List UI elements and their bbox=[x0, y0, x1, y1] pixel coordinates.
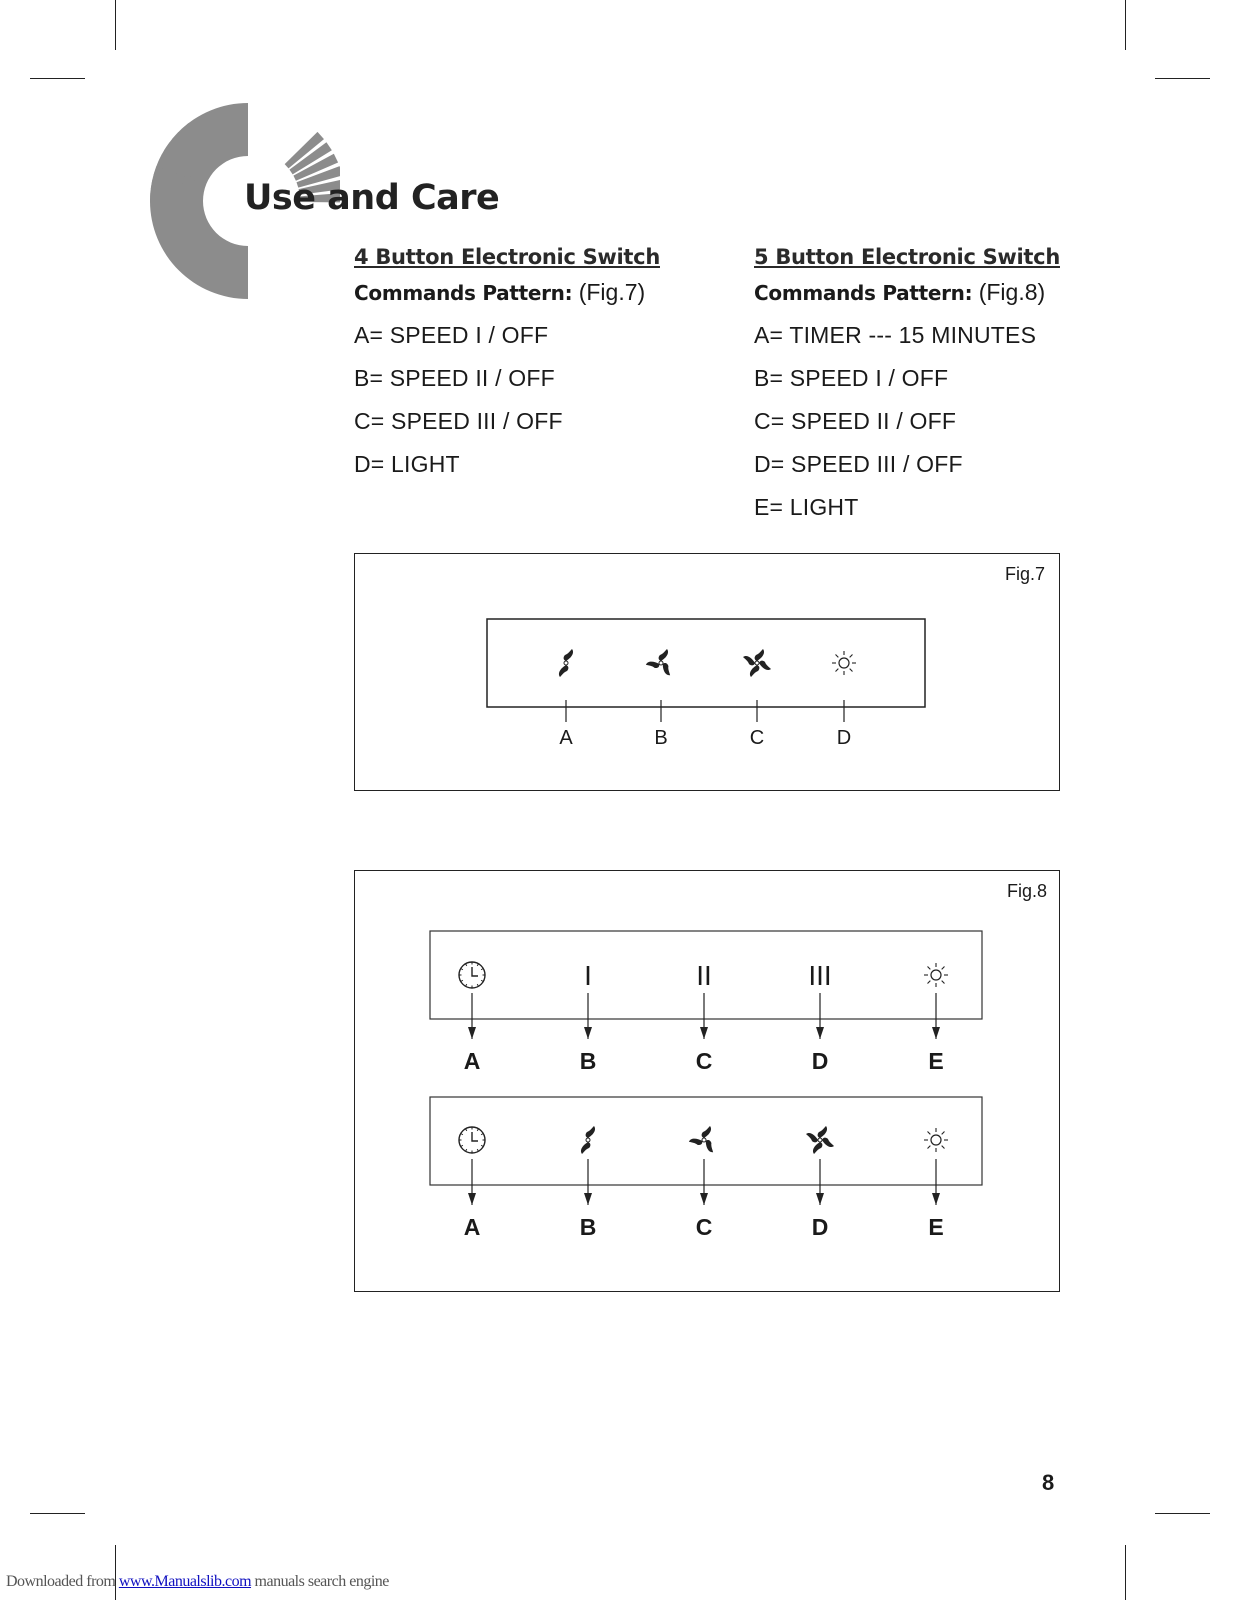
diagram-letter: D bbox=[811, 1048, 829, 1074]
column-heading: 4 Button Electronic Switch bbox=[354, 245, 660, 269]
figure-label: Fig.8 bbox=[1006, 881, 1047, 901]
command-item: A= TIMER --- 15 MINUTES bbox=[754, 322, 1037, 348]
footer-link[interactable]: www.Manualslib.com bbox=[118, 1573, 252, 1590]
arrowhead bbox=[932, 1193, 940, 1205]
fan-speed-2-icon bbox=[645, 649, 674, 676]
crop-mark bbox=[30, 1513, 85, 1514]
commands-pattern bbox=[754, 279, 1134, 306]
fan-speed-3-icon bbox=[743, 649, 771, 677]
command-item: C= SPEED II / OFF bbox=[754, 408, 957, 434]
command-item: E= LIGHT bbox=[754, 494, 859, 520]
diagram-letter: E bbox=[928, 1214, 944, 1240]
light-icon bbox=[924, 1128, 948, 1152]
footer bbox=[6, 1573, 389, 1591]
crop-mark bbox=[30, 78, 85, 79]
arrowhead bbox=[468, 1193, 476, 1205]
command-item: A= SPEED I / OFF bbox=[354, 322, 549, 348]
crop-mark bbox=[1125, 0, 1126, 50]
diagram-letter: D bbox=[836, 727, 852, 749]
fan-speed-3-icon bbox=[806, 1126, 834, 1154]
crop-mark bbox=[1155, 78, 1210, 79]
crop-mark bbox=[1125, 1545, 1126, 1600]
diagram-letter: A bbox=[463, 1048, 481, 1074]
arrowhead bbox=[700, 1027, 708, 1039]
figure-ref: (Fig.8) bbox=[978, 279, 1046, 305]
speed-symbol: II bbox=[696, 960, 712, 991]
page-title: Use and Care bbox=[244, 178, 500, 218]
arrowhead bbox=[584, 1027, 592, 1039]
crop-mark bbox=[115, 0, 116, 50]
light-icon bbox=[832, 651, 856, 675]
fan-speed-1-icon bbox=[559, 649, 573, 677]
footer-suffix: manuals search engine bbox=[251, 1573, 389, 1590]
commands-pattern bbox=[354, 279, 734, 306]
right-column bbox=[754, 245, 1134, 521]
arrowhead bbox=[816, 1193, 824, 1205]
figure-7 bbox=[354, 553, 1060, 791]
diagram-letter: B bbox=[579, 1048, 597, 1074]
figure-8 bbox=[354, 870, 1060, 1292]
commands-label: Commands Pattern: bbox=[754, 281, 973, 305]
speed-symbol: III bbox=[808, 960, 832, 991]
fig7-diagram bbox=[355, 554, 1058, 789]
light-icon bbox=[924, 963, 948, 987]
arrowhead bbox=[816, 1027, 824, 1039]
diagram-letter: A bbox=[463, 1214, 481, 1240]
arrowhead bbox=[700, 1193, 708, 1205]
arrowhead bbox=[468, 1027, 476, 1039]
diagram-letter: A bbox=[559, 727, 573, 749]
diagram-letter: B bbox=[579, 1214, 597, 1240]
footer-prefix: Downloaded from bbox=[6, 1573, 119, 1590]
arrowhead bbox=[584, 1193, 592, 1205]
fan-speed-2-icon bbox=[688, 1126, 717, 1153]
fig8-diagram bbox=[355, 871, 1058, 1290]
diagram-letter: B bbox=[654, 727, 668, 749]
clock-icon bbox=[459, 962, 485, 988]
command-item: C= SPEED III / OFF bbox=[354, 408, 563, 434]
figure-ref: (Fig.7) bbox=[578, 279, 646, 305]
figure-label: Fig.7 bbox=[1004, 564, 1045, 584]
command-item: D= LIGHT bbox=[354, 451, 460, 477]
command-item: B= SPEED II / OFF bbox=[354, 365, 555, 391]
diagram-letter: D bbox=[811, 1214, 829, 1240]
diagram-letter: C bbox=[749, 727, 765, 749]
arrowhead bbox=[932, 1027, 940, 1039]
clock-icon bbox=[459, 1127, 485, 1153]
fan-speed-1-icon bbox=[581, 1126, 595, 1154]
column-heading: 5 Button Electronic Switch bbox=[754, 245, 1060, 269]
page-number: 8 bbox=[1042, 1470, 1055, 1495]
commands-label: Commands Pattern: bbox=[354, 281, 573, 305]
crop-mark bbox=[1155, 1513, 1210, 1514]
diagram-letter: E bbox=[928, 1048, 944, 1074]
diagram-letter: C bbox=[695, 1214, 713, 1240]
command-item: B= SPEED I / OFF bbox=[754, 365, 949, 391]
diagram-letter: C bbox=[695, 1048, 713, 1074]
left-column bbox=[354, 245, 734, 478]
command-item: D= SPEED III / OFF bbox=[754, 451, 963, 477]
speed-symbol: I bbox=[584, 960, 592, 991]
